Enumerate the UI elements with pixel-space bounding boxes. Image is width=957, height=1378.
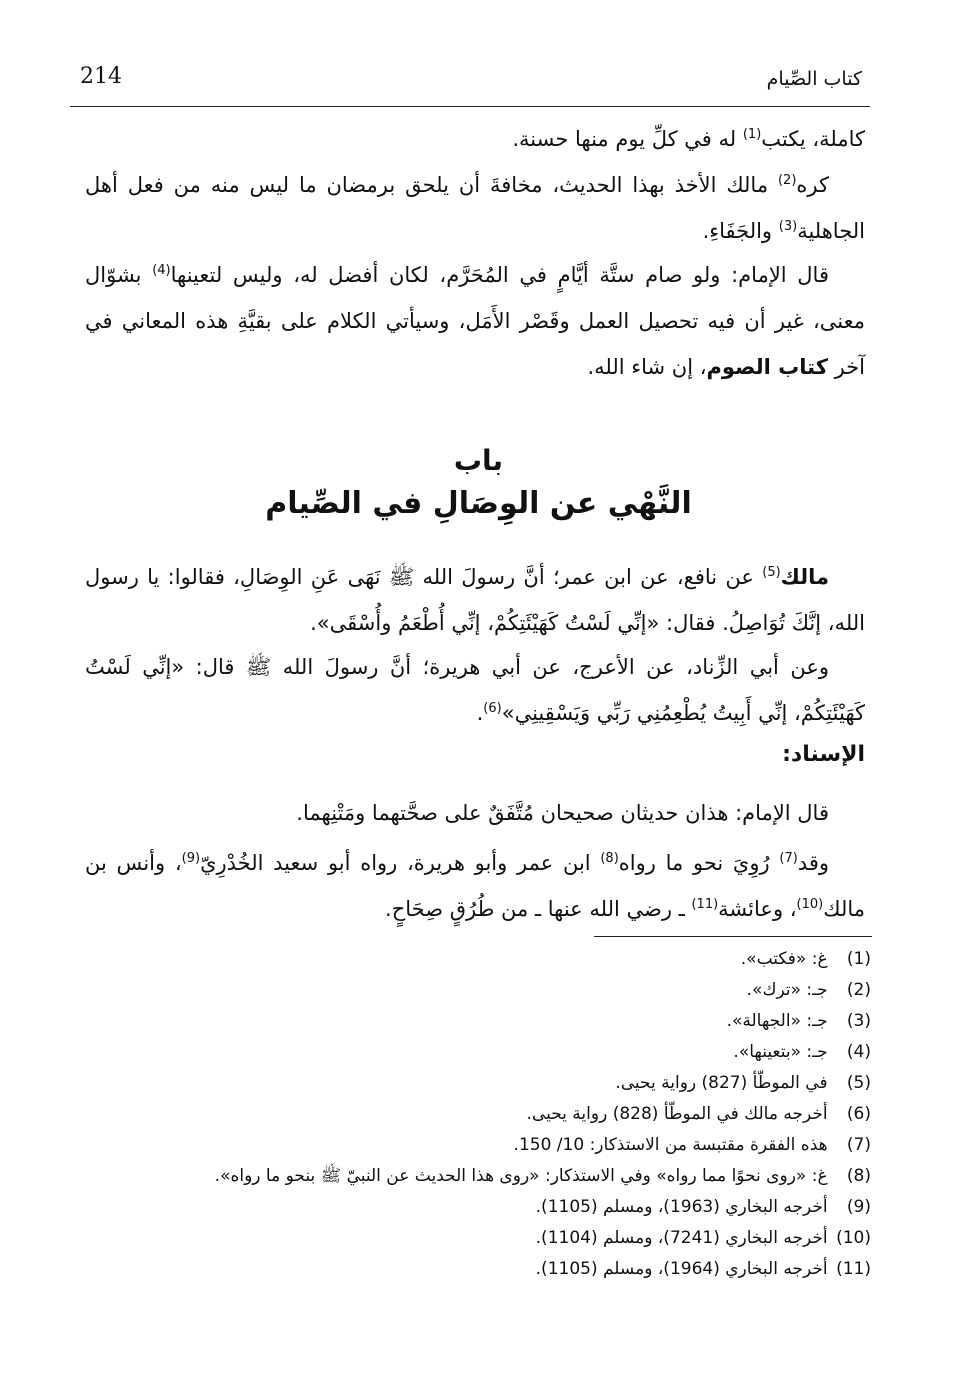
footnotes-list	[151, 944, 871, 1285]
footnote-ref: (9)	[181, 851, 201, 866]
book-reference: كتاب الصوم	[706, 355, 828, 379]
text-run: وقد	[797, 851, 829, 875]
paragraph-4	[85, 554, 865, 646]
text-run: كره	[796, 173, 829, 197]
footnote-number: (8)	[846, 1166, 871, 1186]
footnote-divider	[594, 936, 872, 937]
footnote-ref: (6)	[483, 701, 502, 716]
footnote-item	[151, 1254, 871, 1285]
paragraph-5	[85, 644, 865, 736]
footnote-text: أخرجه مالك في الموطّأ (828) رواية يحيى.	[526, 1104, 828, 1124]
footnote-number: (4)	[846, 1042, 871, 1062]
paragraph-2	[85, 162, 865, 254]
text-run: له في كلِّ يوم منها حسنة.	[512, 127, 743, 151]
text-run: والجَفَاءِ.	[702, 219, 779, 243]
footnote-text: جـ: «الجهالة».	[726, 1011, 828, 1031]
text-run: بشوّال معنى، غير أن فيه تحصيل العمل وقَصْر الأَمَل، وسيأتي الكلام على بقيَّةِ هذه المعاني في آخر	[85, 263, 865, 379]
isnad-heading: الإسناد:	[782, 742, 865, 767]
footnote-text: أخرجه البخاري (7241)، ومسلم (1104).	[535, 1228, 828, 1248]
page-header	[70, 62, 870, 107]
text-run: ، وعائشة	[718, 897, 797, 921]
footnote-text: في الموطّأ (827) رواية يحيى.	[615, 1073, 828, 1093]
footnote-item	[151, 1037, 871, 1068]
text-run: ، وأنس بن مالك	[85, 851, 865, 921]
chapter-title: النَّهْي عن الوِصَالِ في الصِّيام	[265, 486, 692, 521]
footnote-ref: (8)	[600, 851, 619, 866]
paragraph-1	[85, 116, 865, 162]
footnote-item	[151, 1192, 871, 1223]
footnote-item	[151, 1006, 871, 1037]
footnote-text: هذه الفقرة مقتبسة من الاستذكار: 10/ 150.	[513, 1135, 828, 1155]
text-run: ، إن شاء الله.	[587, 355, 707, 379]
chapter-label: باب	[453, 444, 504, 477]
footnote-number: (3)	[846, 1011, 871, 1031]
footnote-ref: (7)	[779, 851, 798, 866]
footnote-ref: (11)	[691, 897, 719, 912]
footnote-item	[151, 1068, 871, 1099]
footnote-number: (9)	[846, 1197, 871, 1217]
text-run: وعن أبي الزِّناد، عن الأعرج، عن أبي هريرة؛ أنَّ رسولَ الله ﷺ قال: «إنِّي لَسْتُ كَهَيْئَتِكُمْ، إنِّي أَبِيتُ يُطْعِمُنِي رَبِّي وَيَسْقِينِي»	[85, 655, 865, 725]
footnote-text: غ: «روى نحوًا مما رواه» وفي الاستذكار: «روى هذا الحديث عن النبيّ ﷺ بنحو ما رواه».	[214, 1166, 828, 1186]
paragraph-3	[85, 252, 865, 390]
footnote-item	[151, 975, 871, 1006]
text-run: مالك الأخذ بهذا الحديث، مخافةَ أن يلحق برمضان ما ليس منه من فعل أهل الجاهلية	[85, 173, 865, 243]
page-number: 214	[80, 64, 122, 89]
narrator-name: مالك	[780, 565, 829, 589]
footnote-item	[151, 1130, 871, 1161]
footnote-item	[151, 1161, 871, 1192]
footnote-ref: (3)	[778, 219, 798, 234]
footnote-number: (7)	[846, 1135, 871, 1155]
footnote-text: أخرجه البخاري (1963)، ومسلم (1105).	[535, 1197, 828, 1217]
footnote-ref: (4)	[152, 263, 171, 278]
footnote-number: (1)	[846, 949, 871, 969]
footnote-number: (11)	[836, 1259, 871, 1279]
text-run: عن نافع، عن ابن عمر؛ أنَّ رسولَ الله ﷺ نَهَى عَنِ الوِصَالِ، فقالوا: يا رسول الله، إنَّكَ تُوَاصِلُ. فقال: «إنِّي لَسْتُ كَهَيْئَتِكُمْ، إنِّي أُطْعَمُ وأُسْقَى».	[85, 565, 865, 635]
text-run: كاملة، يكتب	[761, 127, 865, 151]
text-run: رُوِيَ نحو ما رواه	[618, 851, 780, 875]
text-run: ـ رضي الله عنها ـ من طُرُقٍ صِحَاحٍ.	[385, 897, 692, 921]
footnote-item	[151, 944, 871, 975]
footnote-text: أخرجه البخاري (1964)، ومسلم (1105).	[535, 1259, 828, 1279]
footnote-ref: (2)	[777, 173, 797, 188]
text-run: .	[476, 701, 484, 725]
paragraph-6	[85, 790, 865, 836]
footnote-ref: (10)	[796, 897, 824, 912]
paragraph-7	[85, 840, 865, 932]
footnote-text: جـ: «ترك».	[746, 980, 828, 1000]
text-run: ابن عمر وأبو هريرة، رواه أبو سعيد الخُدْرِيّ	[200, 851, 601, 875]
footnote-number: (2)	[846, 980, 871, 1000]
footnote-text: جـ: «بتعينها».	[733, 1042, 828, 1062]
footnote-item	[151, 1099, 871, 1130]
text-run: قال الإمام: ولو صام ستَّة أيَّامٍ في المُحَرَّم، لكان أفضل له، وليس لتعينها	[170, 263, 829, 287]
running-head: كتاب الصِّيام	[766, 68, 862, 90]
footnote-text: غ: «فكتب».	[740, 949, 828, 969]
text-run: قال الإمام: هذان حديثان صحيحان مُتَّفَقٌ على صحَّتهما ومَتْنِهما.	[296, 801, 829, 825]
footnote-number: (5)	[846, 1073, 871, 1093]
footnote-number: (10)	[836, 1228, 871, 1248]
footnote-item	[151, 1223, 871, 1254]
footnote-ref: (5)	[762, 565, 781, 580]
footnote-ref: (1)	[742, 127, 762, 142]
footnote-number: (6)	[846, 1104, 871, 1124]
